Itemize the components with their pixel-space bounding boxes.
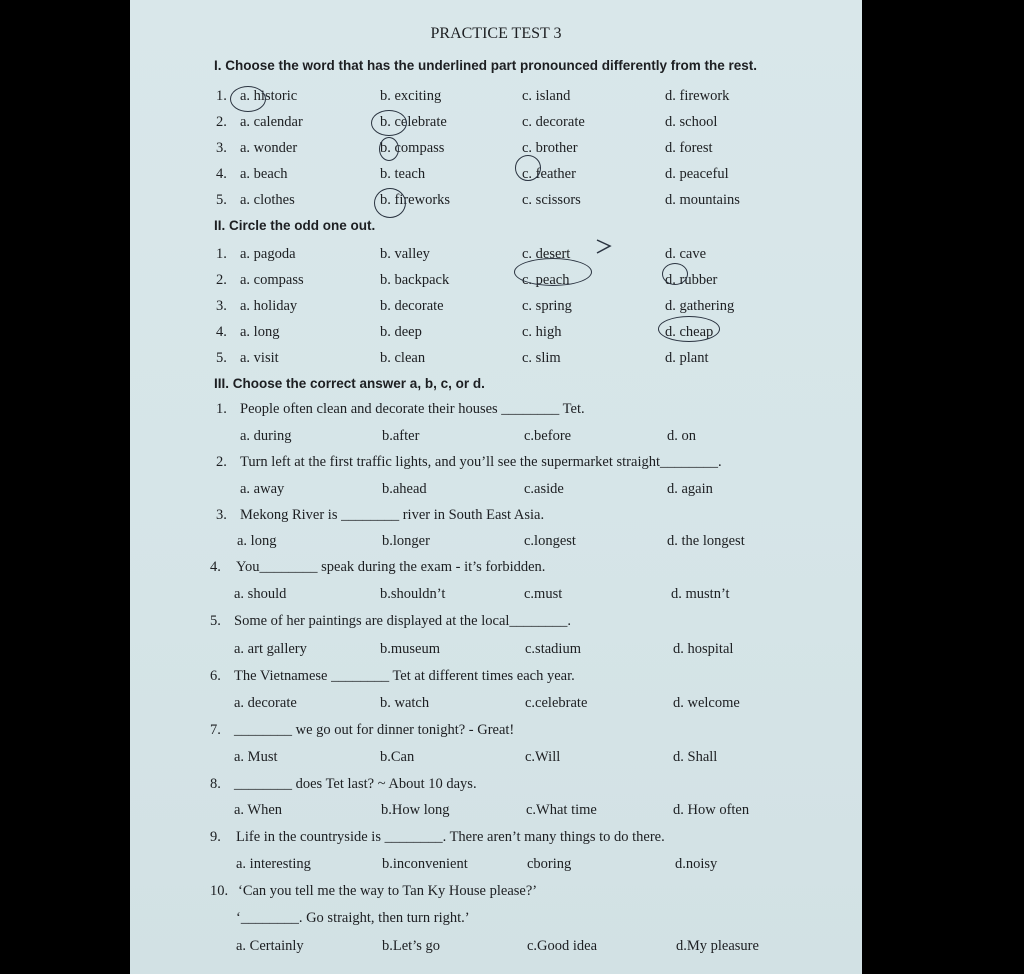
s1-row-4: 4. a. beach b. teach c. feather d. peaceful bbox=[216, 166, 729, 182]
s3-q1: 1. People often clean and decorate their houses ________ Tet. bbox=[216, 401, 585, 417]
s3-q10-options: a. Certainly b.Let’s go c.Good idea d.My pleasure bbox=[236, 938, 759, 954]
s3-q8-options: a. When b.How long c.What time d. How often bbox=[234, 802, 750, 818]
s3-q7-options: a. Must b.Can c.Will d. Shall bbox=[234, 749, 718, 765]
s2-row-2: 2. a. compass b. backpack c. peach d. rubber bbox=[216, 272, 718, 288]
s3-q6-options: a. decorate b. watch c.celebrate d. welcome bbox=[234, 695, 740, 711]
section-1-heading: I. Choose the word that has the underlined part pronounced differently from the rest. bbox=[214, 58, 758, 73]
page-title: PRACTICE TEST 3 bbox=[430, 25, 562, 42]
answer-circle-mark bbox=[514, 258, 592, 286]
s1-row-2: 2. a. calendar b. celebrate c. decorate d. school bbox=[216, 114, 718, 130]
s3-q10-line2: ‘________. Go straight, then turn right.’ bbox=[236, 910, 470, 926]
answer-circle-mark bbox=[662, 263, 688, 285]
s2-row-4: 4. a. long b. deep c. high d. cheap bbox=[216, 324, 714, 340]
s1-row-5: 5. a. clothes b. fireworks c. scissors d. mountains bbox=[216, 192, 740, 208]
s3-q5-options: a. art gallery b.museum c.stadium d. hospital bbox=[234, 641, 734, 657]
s3-q8: 8. ________ does Tet last? ~ About 10 days. bbox=[210, 776, 477, 792]
s3-q2-options: a. away b.ahead c.aside d. again bbox=[240, 481, 713, 497]
s3-q6: 6. The Vietnamese ________ Tet at different times each year. bbox=[210, 668, 575, 684]
worksheet-paper bbox=[130, 0, 862, 974]
s3-q10: 10. ‘Can you tell me the way to Tan Ky House please?’ bbox=[210, 883, 538, 899]
s2-row-5: 5. a. visit b. clean c. slim d. plant bbox=[216, 350, 709, 366]
s3-q9-options: a. interesting b.inconvenient cboring d.noisy bbox=[236, 856, 718, 872]
s3-q9: 9. Life in the countryside is ________. There aren’t many things to do there. bbox=[210, 829, 665, 845]
answer-circle-mark bbox=[371, 110, 407, 136]
s3-q4-options: a. should b.shouldn’t c.must d. mustn’t bbox=[234, 586, 730, 602]
s3-q7: 7. ________ we go out for dinner tonight? - Great! bbox=[210, 722, 515, 738]
s3-q4: 4. You________ speak during the exam - it’s forbidden. bbox=[210, 559, 546, 575]
answer-circle-mark bbox=[374, 188, 406, 218]
s1-row-3: 3. a. wonder b. compass c. brother d. forest bbox=[216, 140, 713, 156]
s2-row-1: 1. a. pagoda b. valley c. desert d. cave bbox=[216, 246, 707, 262]
s3-q3-options: a. long b.longer c.longest d. the longest bbox=[237, 533, 745, 549]
s3-q5: 5. Some of her paintings are displayed at the local________. bbox=[210, 613, 572, 629]
s3-q1-options: a. during b.after c.before d. on bbox=[240, 428, 696, 444]
answer-circle-mark bbox=[379, 137, 399, 161]
s3-q3: 3. Mekong River is ________ river in South East Asia. bbox=[216, 507, 545, 523]
s2-row-3: 3. a. holiday b. decorate c. spring d. gathering bbox=[216, 298, 735, 314]
section-2-heading: II. Circle the odd one out. bbox=[214, 218, 376, 233]
answer-circle-mark bbox=[658, 316, 720, 342]
s1-row-1: 1. a. historic b. exciting c. island d. firework bbox=[216, 88, 730, 104]
answer-circle-mark bbox=[230, 86, 266, 112]
section-3-heading: III. Choose the correct answer a, b, c, or d. bbox=[214, 376, 485, 391]
answer-circle-mark bbox=[515, 155, 541, 181]
s3-q2: 2. Turn left at the first traffic lights, and you’ll see the supermarket straight________. bbox=[216, 454, 722, 470]
